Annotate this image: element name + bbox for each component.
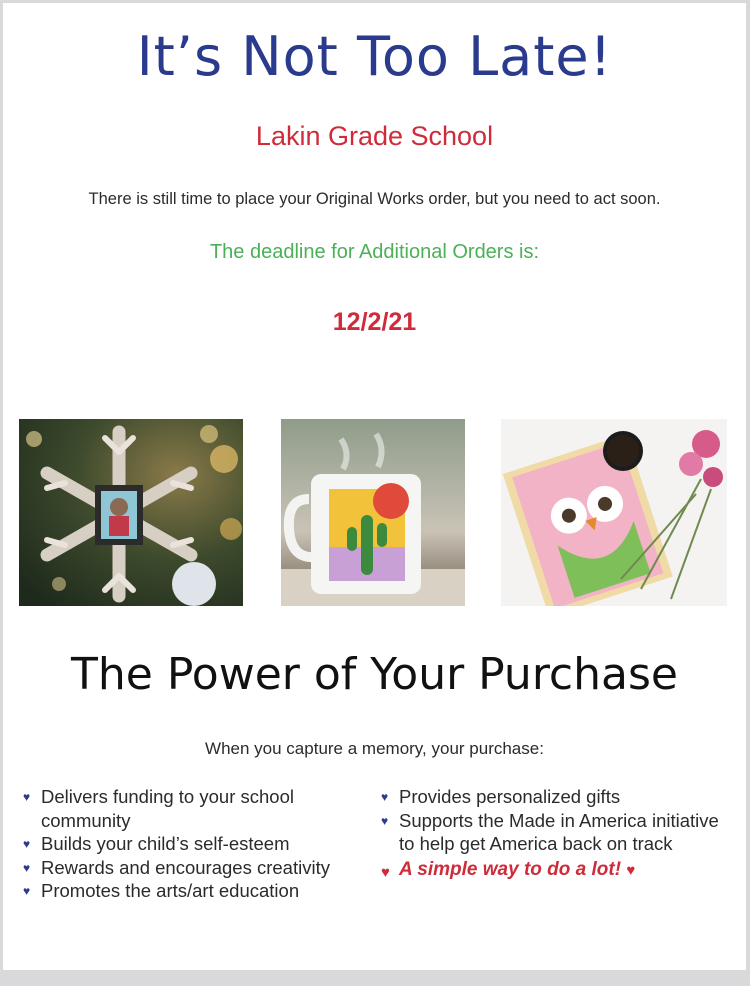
owl-notebook-photo — [501, 419, 727, 606]
benefits-intro: When you capture a memory, your purchase: — [205, 739, 544, 758]
benefits-list-left — [23, 785, 363, 903]
list-item: ♥ Promotes the arts/art education — [23, 879, 363, 903]
flyer-page — [3, 3, 746, 970]
heart-icon: ♥ — [626, 861, 636, 879]
school-name: Lakin Grade School — [255, 121, 494, 151]
benefits-list-right — [381, 785, 731, 882]
section-heading: The Power of Your Purchase — [71, 649, 678, 700]
heart-icon: ♥ — [23, 860, 31, 875]
heart-icon: ♥ — [381, 813, 389, 828]
list-item: ♥ Rewards and encourages creativity — [23, 856, 363, 880]
cactus-mug-photo — [281, 419, 465, 606]
list-item: ♥ Builds your child’s self-esteem — [23, 832, 363, 856]
heart-icon: ♥ — [381, 863, 390, 881]
heart-icon: ♥ — [23, 790, 31, 804]
intro-text: There is still time to place your Original Works order, but you need to act soon. — [88, 190, 661, 208]
tagline: ♥ A simple way to do a lot! ♥ — [381, 858, 731, 883]
list-item: ♥ Provides personalized gifts — [381, 785, 731, 809]
snowflake-ornament-photo — [19, 419, 243, 606]
heart-icon: ♥ — [381, 790, 389, 804]
heart-icon: ♥ — [23, 837, 31, 851]
list-item: ♥ Supports the Made in America initiative to help get America back on track — [381, 809, 719, 854]
deadline-date: 12/2/21 — [332, 308, 417, 336]
deadline-label: The deadline for Additional Orders is: — [209, 241, 540, 263]
list-item: ♥ Delivers funding to your school community — [23, 786, 294, 831]
page-title: It’s Not Too Late! — [136, 25, 613, 88]
heart-icon: ♥ — [23, 884, 31, 898]
